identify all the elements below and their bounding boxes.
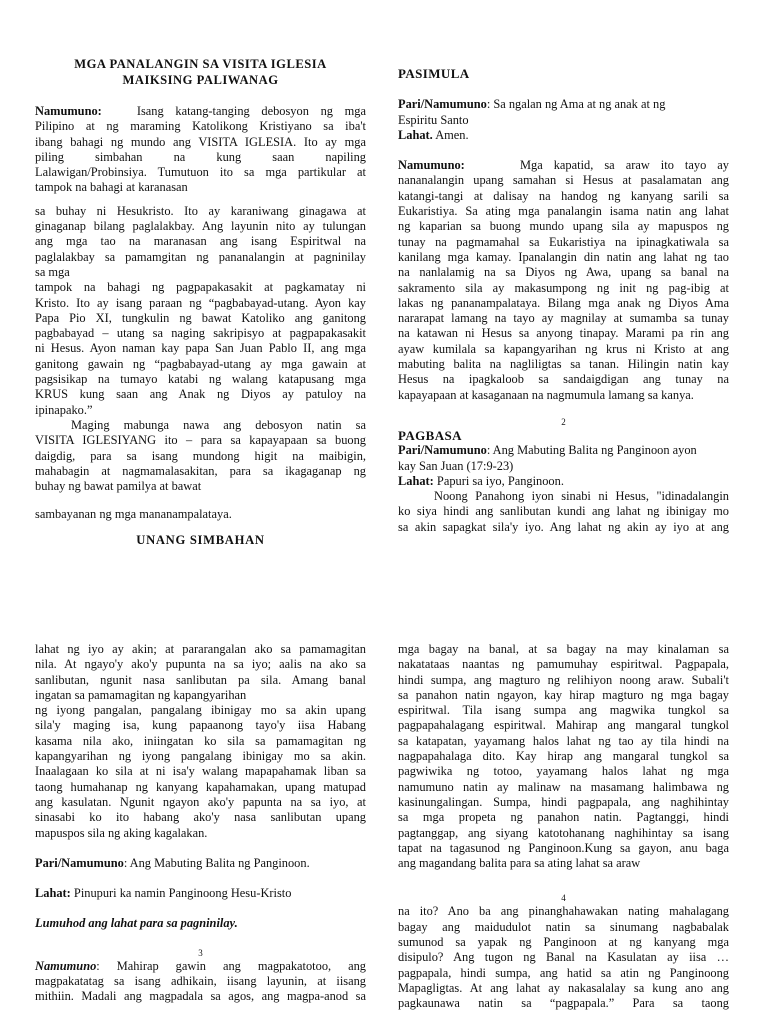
text-line: ingatan sa pamamagitan ng kapangyarihan	[35, 687, 247, 702]
text-line: Hesus na ipagkaloob sa sandaigdigan ang tunay na	[398, 372, 729, 387]
text-line: mithiin. Madali ang magpadala sa agos, ang magpa-anod sa	[35, 989, 366, 1004]
text-line: pagpapala, hindi sumpa, ang hatid sa atin ng Panginoong	[398, 965, 729, 980]
text-line: ng kaparian sa buong mundo upang sila ay mapuspos ng	[398, 219, 729, 234]
section-heading: UNANG SIMBAHAN	[136, 532, 265, 547]
text-line: sinasabi ko ito habang ako'y nasa sanlibutan upang	[35, 810, 366, 825]
text-line: ang kasulatan. Ngunit ngayon ako'y papunta na sa iyo, at	[35, 794, 366, 809]
text-line: ang mga tao na maranasan ang isang Espiritwal na	[35, 234, 366, 249]
document-subtitle: MAIKSING PALIWANAG	[122, 73, 279, 87]
column-4	[398, 642, 729, 1012]
speaker-label: Namumuno:	[35, 104, 102, 118]
text-line: pagbabayad – utang sa naging sakripisyo at pagpapakasakit	[35, 326, 366, 341]
text-line: sa katapatan, yayamang halos lahat ng tao ay tila hindi na	[398, 733, 729, 748]
page-number: 3	[198, 947, 203, 958]
text-line: tampok na bahagi ng pagpapakasakit at pagkamatay ni	[35, 280, 366, 295]
rubric-line: Pari/Namumuno: Ang Mabuting Balita ng Panginoon ayon	[398, 443, 697, 458]
text-line: VISITA IGLESIYANG ito – para sa kapayapaan sa buong	[35, 433, 366, 448]
text-line: kanilang mga kamay. Ipanalangin din natin ang lahat ng tao	[398, 249, 729, 264]
text-line: Pilipino at ng maraming Katolikong Kristiyano sa iba't	[35, 119, 366, 134]
text-line: Lalawigan/Probinsiya. Tumutuon ito sa mga partikular at	[35, 165, 366, 180]
text-line: mapuspos sila ng aking kagalakan.	[35, 825, 208, 840]
text-line: na katawan ni Hesus sa anyong tinapay. Marami pa rin ang	[398, 326, 729, 341]
text-line: sa mga propeta ng panahon natin. Pagtanggi, hindi	[398, 810, 729, 825]
text-line: nagpapahalaga dito. Kay hirap ang mangaral tungkol sa	[398, 749, 729, 764]
speaker-label: Lahat:	[398, 473, 434, 488]
column-3	[35, 642, 366, 1005]
text-line: Maging mabunga nawa ang debosyon natin sa	[71, 417, 366, 432]
text-line: Espiritu Santo	[398, 112, 469, 127]
text-line: ginaganap bilang paglalakbay. Ang layunin nito ay tulungan	[35, 219, 366, 234]
text-line: ng iyong pangalan, pangalang ibinigay mo sa akin upang	[35, 703, 366, 718]
page-number: 2	[561, 416, 566, 427]
text-line: paglalakbay sa pamamgitan ng pananalangin at pagninilay	[35, 249, 366, 264]
text-line: kasama nila ako, iniingatan ko sila sa pamamagitan ng	[35, 733, 366, 748]
text-line: ipinapako.”	[35, 402, 93, 417]
text-line: katangi-tangi at dalisay na handog ng kanyang sarili sa	[398, 188, 729, 203]
text-line: lahat ng iyo ay akin; at pararangalan ako sa pamamagitan	[35, 642, 366, 656]
rubric-line: Lahat: Pinupuri ka namin Panginoong Hesu-Kristo	[35, 886, 292, 901]
text-line: sa mga	[35, 264, 70, 279]
speaker-label: Namumuno	[35, 958, 97, 973]
speaker-label: Namumuno:	[398, 158, 465, 173]
column-1	[35, 56, 366, 548]
text-line: Inaalagaan ko sila at ni isa'y walang mapapahamak liban sa	[35, 764, 366, 779]
rubric-line: Pari/Namumuno: Sa ngalan ng Ama at ng anak at ng	[398, 97, 666, 112]
text-line: nararapat lamang na tayo ay magnilay at sumamba sa tunay	[398, 311, 729, 326]
text-line: Noong Panahong iyon sinabi ni Hesus, "idinadalangin	[434, 489, 729, 504]
text-line: Mapagligtas. At ang lahat ay nakasalalay sa kung ano ang	[398, 980, 729, 995]
text-line: nananalangin upang samahan si Hesus at pasalamatan ang	[398, 173, 729, 188]
page-number: 4	[561, 893, 566, 904]
text-line: nila. At ngayo'y ako'y pupunta na sa iyo; aalis na ako sa	[35, 657, 366, 672]
text-line: Papa Pio XI, tungkulin ng bawat Katoliko ang ganitong	[35, 310, 366, 325]
text-line: daigdig, para sa isang mundong higit na maibigin,	[35, 448, 366, 463]
intro-line: Namumuno: Isang katang-tanging debosyon ng mga	[35, 104, 366, 118]
text-line: na nanlalamig na sa Diyos ng Awa, upang sa banal na	[398, 265, 729, 280]
text-line: sa panahon natin ngayon, kay hirap magturo ng mga bagay	[398, 687, 729, 702]
text-line: pagsisikap na tumayo katabi ng walang katapusang mga	[35, 372, 366, 387]
document-title: MGA PANALANGIN SA VISITA IGLESIA	[74, 57, 327, 71]
rubric-instruction: Lumuhod ang lahat para sa pagninilay.	[35, 916, 238, 931]
text-line: kapayapaan at kasaganaan na nagmumula lamang sa kanya.	[398, 387, 694, 402]
text-line: tapat na tagasunod ng Panginoon.Kung sa gayon, anu baga	[398, 840, 729, 855]
rubric-line: Lahat. Amen.	[398, 127, 469, 142]
speaker-label: Pari/Namumuno	[398, 97, 487, 112]
text-line: sumunod sa yapak ng Panginoon at ng kanyang mga	[398, 935, 729, 950]
rubric-line: Lahat: Papuri sa iyo, Panginoon.	[398, 473, 564, 488]
text-line: mga bagay na banal, at sa bagay na may kinalaman sa	[398, 642, 729, 656]
text-line: Namumuno: Mga kapatid, sa araw ito tayo ay	[398, 158, 729, 173]
text-line: Namumuno: Mahirap gawin ang magpakatotoo, ang	[35, 958, 366, 973]
section-heading: PAGBASA	[398, 427, 462, 443]
speaker-label: Lahat:	[35, 886, 71, 901]
text-line: espiritwal. Tila isang sumpa ang magwika tungkol sa	[398, 703, 729, 718]
text-line: pagkaunawa natin sa “pagpapala.” Para sa taong	[398, 996, 729, 1011]
text-line: sanlibutan, ngunit nasa sanlibutan pa sila. Amang banal	[35, 672, 366, 687]
text-line: magpakatatag sa isang adhikain, iisang layunin, at iisang	[35, 974, 366, 989]
rubric-line: Pari/Namumuno: Ang Mabuting Balita ng Panginoon.	[35, 855, 310, 870]
text-line: pagpapahalagang espiritwal. Mahirap ang mangaral tungkol	[398, 718, 729, 733]
text-line: hindi sumpa, ang magturo ng relihiyon noong araw. Subali't	[398, 672, 729, 687]
text-line: nakatataas naantas ng pamumuhay espiritwal. Pagpapala,	[398, 657, 729, 672]
text-line: pagtanggap, ang siyang katotohanang naghihintay sa isang	[398, 825, 729, 840]
text-line: ni Hesus. Ayon naman kay papa San Juan Pablo II, ang mga	[35, 341, 366, 356]
text-line: sa akin sapagkat sila'y iyo. Ang lahat ng akin ay iyo at ang	[398, 519, 729, 534]
text-line: ayaw kumilala sa kapangyarihan ng krus ni Kristo at ang	[398, 341, 729, 356]
text-line: piling simbahan na kung saan napiling	[35, 149, 366, 164]
text-line: ganitong gawain ng “pagbabayad-utang ay mga gawain at	[35, 356, 366, 371]
text-line: mabuting balita na nagliligtas sa tanan. Hilingin natin kay	[398, 357, 729, 372]
text-line: sakramento sila ay makasumpong ng init ng pag-ibig at	[398, 280, 729, 295]
text-line: Eukaristiya. Sa ating mga panalangin isama natin ang lahat	[398, 204, 729, 219]
text-line: Kristo. Ito ay isang paraan ng “pagbabayad-utang. Ayon kay	[35, 295, 366, 310]
text-line: lakas ng pananampalataya. Bilang mga anak ng Diyos Ama	[398, 295, 729, 310]
text-line: bagay ang maidudulot natin sa sinumang nagbabalak	[398, 919, 729, 934]
column-2	[398, 66, 729, 535]
text-line: pagwiwika ng totoo, yayamang halos lahat ng mga	[398, 764, 729, 779]
text-line: tampok na bahagi at karanasan	[35, 180, 188, 195]
section-heading: PASIMULA	[398, 66, 470, 81]
text-line: kay San Juan (17:9-23)	[398, 458, 514, 473]
text-line: disipulo? Ang tugon ng Banal na Kasulatan ay iisa …	[398, 950, 729, 965]
speaker-label: Pari/Namumuno	[398, 443, 487, 458]
text-line: taong humahanap ng kanyang kapahamakan, upang matupad	[35, 779, 366, 794]
text-line: kapangyarihan ng iyong pangalang ibinigay mo sa akin.	[35, 749, 366, 764]
text-line: ko siya hindi ang sanlibutan kundi ang lahat ng ibinigay mo	[398, 504, 729, 519]
text-line: ibang bahagi ng mundo ang VISITA IGLESIA. Ito ay mga	[35, 134, 366, 149]
text-line: kasinungalingan. Sumpa, hindi pagpapala, ang naghihintay	[398, 794, 729, 809]
text-line: sa buhay ni Hesukristo. Ito ay karaniwang ginagawa at	[35, 203, 366, 218]
text-line: na ito? Ano ba ang pinanghahawakan nating mahalagang	[398, 904, 729, 919]
text-line: namumuno natin ay malinaw na masamang halimbawa ng	[398, 779, 729, 794]
speaker-label: Pari/Namumuno	[35, 855, 124, 870]
text-line: tunay na pagmamahal sa Eukaristiya na ipinagkatiwala sa	[398, 234, 729, 249]
text-line: mahabagin at nagmamalasakitan, para sa ikagaganap ng	[35, 463, 366, 478]
text-line: sambayanan ng mga mananampalataya.	[35, 507, 232, 522]
speaker-label: Lahat.	[398, 127, 433, 142]
text-line: buhay ng bawat pamilya at bawat	[35, 479, 202, 494]
text-line: ang magandang balita para sa ating lahat sa araw	[398, 856, 641, 871]
text-line: KRUS kung saan ang Anak ng Diyos ay patuloy na	[35, 387, 366, 402]
text-line: sila'y maging isa, kung papaanong tayo'y iisa Habang	[35, 718, 366, 733]
